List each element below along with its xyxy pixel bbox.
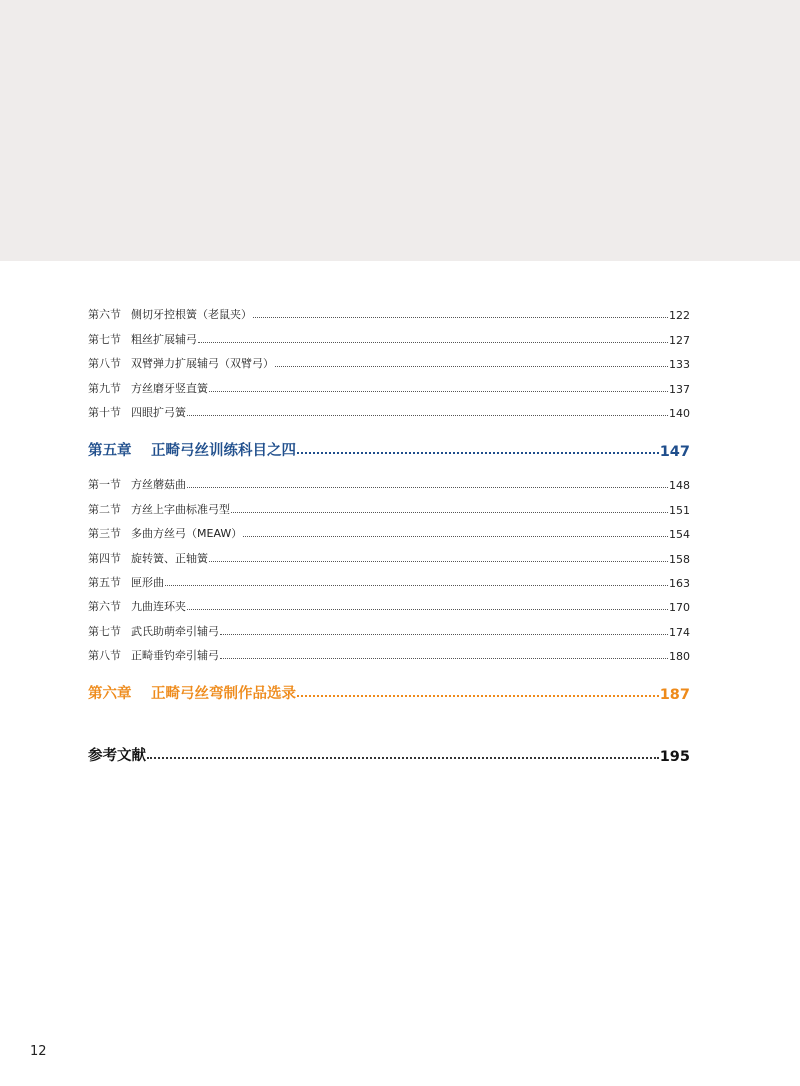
- section-title: 方丝上字曲标准弓型: [131, 502, 230, 516]
- page-ref: 163: [669, 576, 690, 590]
- page-ref: 148: [669, 479, 690, 493]
- page-ref: 151: [669, 503, 690, 517]
- section-number: 第七节: [88, 624, 121, 638]
- toc-chapter-5[interactable]: [88, 426, 690, 460]
- leader-dots: [220, 639, 668, 663]
- references-title: 参考文献: [88, 748, 146, 765]
- section-number: 第六节: [88, 308, 121, 322]
- leader-dots: [220, 614, 668, 638]
- section-number: 第六节: [88, 600, 121, 614]
- section-number: 第五节: [88, 575, 121, 589]
- toc-entry[interactable]: [88, 322, 690, 346]
- toc-entry[interactable]: [88, 614, 690, 638]
- section-title: 方丝磨牙竖直簧: [131, 381, 208, 395]
- toc-entry[interactable]: [88, 298, 690, 322]
- page-ref: 174: [669, 625, 690, 639]
- toc-entry[interactable]: [88, 492, 690, 516]
- toc-entry[interactable]: [88, 371, 690, 395]
- page-ref: 187: [659, 687, 690, 704]
- page-ref: 137: [669, 382, 690, 396]
- section-number: 第八节: [88, 357, 121, 371]
- toc-entry[interactable]: [88, 639, 690, 663]
- header-band: [0, 0, 800, 261]
- toc-entry[interactable]: [88, 468, 690, 492]
- page-ref: 133: [669, 358, 690, 372]
- page-ref: 127: [669, 333, 690, 347]
- page-ref: 195: [659, 749, 690, 766]
- leader-dots: [187, 590, 668, 614]
- leader-dots: [147, 731, 659, 765]
- section-number: 第七节: [88, 332, 121, 346]
- section-number: 第二节: [88, 502, 121, 516]
- section-number: 第八节: [88, 649, 121, 663]
- section-number: 第三节: [88, 527, 121, 541]
- chapter-number: 第五章: [88, 442, 132, 459]
- page-ref: 122: [669, 309, 690, 323]
- section-title: 旋转簧、正轴簧: [131, 551, 208, 565]
- leader-dots: [231, 492, 668, 516]
- page-number: 12: [30, 1044, 47, 1059]
- leader-dots: [253, 298, 668, 322]
- section-title: 四眼扩弓簧: [131, 405, 186, 419]
- toc-entry[interactable]: [88, 541, 690, 565]
- section-title: 九曲连环夹: [131, 600, 186, 614]
- leader-dots: [297, 426, 659, 460]
- toc-entry[interactable]: [88, 566, 690, 590]
- toc-entry[interactable]: [88, 517, 690, 541]
- toc-chapter-6[interactable]: [88, 669, 690, 703]
- toc-references[interactable]: [88, 731, 690, 765]
- page-ref: 147: [659, 443, 690, 460]
- chapter-title: 正畸弓丝训练科目之四: [151, 442, 296, 459]
- leader-dots: [165, 566, 668, 590]
- table-of-contents: [88, 298, 690, 765]
- page-ref: 140: [669, 406, 690, 420]
- toc-entry[interactable]: [88, 590, 690, 614]
- page-ref: 154: [669, 528, 690, 542]
- toc-entry[interactable]: [88, 347, 690, 371]
- section-title: 多曲方丝弓（MEAW）: [131, 527, 243, 541]
- page-ref: 180: [669, 650, 690, 664]
- leader-dots: [209, 541, 668, 565]
- section-title: 武氏助萌牵引辅弓: [131, 624, 219, 638]
- leader-dots: [275, 347, 668, 371]
- section-title: 侧切牙控根簧（老鼠夹）: [131, 308, 252, 322]
- chapter-title: 正畸弓丝弯制作品选录: [151, 686, 296, 703]
- chapter-number: 第六章: [88, 686, 132, 703]
- leader-dots: [209, 371, 668, 395]
- page-ref: 170: [669, 601, 690, 615]
- page-ref: 158: [669, 552, 690, 566]
- leader-dots: [243, 517, 668, 541]
- leader-dots: [187, 396, 668, 420]
- section-title: 匣形曲: [131, 575, 164, 589]
- section-number: 第一节: [88, 478, 121, 492]
- section-number: 第九节: [88, 381, 121, 395]
- section-title: 双臂弹力扩展辅弓（双臂弓）: [131, 357, 274, 371]
- section-number: 第十节: [88, 405, 121, 419]
- section-title: 方丝蘑菇曲: [131, 478, 186, 492]
- leader-dots: [297, 669, 659, 703]
- leader-dots: [187, 468, 668, 492]
- leader-dots: [198, 322, 668, 346]
- section-title: 正畸垂钓牵引辅弓: [131, 649, 219, 663]
- section-number: 第四节: [88, 551, 121, 565]
- toc-entry[interactable]: [88, 396, 690, 420]
- section-title: 粗丝扩展辅弓: [131, 332, 197, 346]
